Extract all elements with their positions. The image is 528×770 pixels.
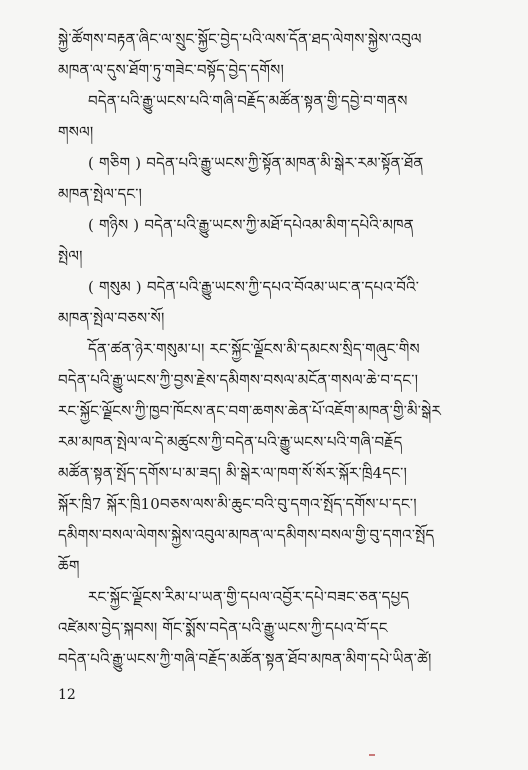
text-line: སྐོར་ཁྲི7 སྐོར་ཁྲི10བཅས་ལས་མི་ཆུང་བའི་བུ་དགའ་སྤོད་དགོས་པ་དང་། <box>58 495 417 513</box>
body-text <box>58 24 502 675</box>
text-line: སྤེལ། <box>58 247 83 265</box>
text-line: ( གཉིས ) བདེན་པའི་རྒྱུ་ཡངས་ཀྱི་མཐོ་དཔེའམ་མིག་དཔེའི་མཁན <box>88 216 414 234</box>
text-line: འཛེམས་བྱེད་སྐབས། གོང་སྨོས་བདེན་པའི་རྒྱུ་ཡངས་ཀྱི་དཔའ་བོ་དང <box>58 619 388 637</box>
text-line: མཁན་སྤེལ་དང་། <box>58 185 143 203</box>
text-line: རང་སྐྱོང་ལྗོངས་ཀྱི་ཁྱབ་ཁོངས་ནང་བག་ཆགས་ཆེན་པོ་འཇོག་མཁན་གྱི་མི་སྒེར <box>58 402 442 420</box>
ink-mark <box>369 754 375 756</box>
text-line: ( གཅིག ) བདེན་པའི་རྒྱུ་ཡངས་ཀྱི་སྟོན་མཁན་མི་སྒེར་རམ་སྟོན་ཐོན <box>88 154 424 172</box>
text-line: རམ་མཁན་སྤེལ་ལ་དེ་མཚུངས་ཀྱི་བདེན་པའི་རྒྱུ་ཡངས་པའི་གཞི་བརྗོད <box>58 433 403 451</box>
text-line: བདེན་པའི་རྒྱུ་ཡངས་ཀྱི་གཞི་བརྗོད་མཚོན་སྟན་ཐོབ་མཁན་མིག་དཔེ་ཡིན་ཚེ། <box>58 650 432 668</box>
text-line: གསལ། <box>58 123 94 141</box>
text-line: སྐྱེ་ཚོགས་བརྟན་ཞིང་ལ་སྲུང་སྐྱོང་བྱེད་པའི་ལས་དོན་ཐད་ལེགས་སྐྱེས་འབུལ <box>58 30 422 48</box>
text-line: བདེན་པའི་རྒྱུ་ཡངས་པའི་གཞི་བརྗོད་མཚོན་སྟན་གྱི་དབྱེ་བ་གནས <box>88 92 408 110</box>
page-number: 12 <box>58 687 76 703</box>
text-line: མཁན་སྤེལ་བཅས་སོ། <box>58 309 165 327</box>
text-line: མཁན་ལ་དུས་ཐོག་ཏུ་གཟེང་བསྟོད་བྱེད་དགོས། <box>58 61 285 79</box>
text-line: བདེན་པའི་རྒྱུ་ཡངས་ཀྱི་བྱས་རྗེས་དམིགས་བསལ་མངོན་གསལ་ཆེ་བ་དང་། <box>58 371 419 389</box>
text-line: མཚོན་སྟན་སྤོད་དགོས་པ་མ་ཟད། མི་སྒེར་ལ་ཁག་སོ་སོར་སྐོར་ཁྲི4དང་། <box>58 464 407 482</box>
text-line: ཆོག <box>58 557 80 575</box>
text-line: རང་སྐྱོང་ལྗོངས་རིམ་པ་ཡན་གྱི་དཔལ་འབྱོར་དཔེ་བཟང་ཅན་དཔྱད <box>88 588 410 606</box>
text-line: ( གསུམ ) བདེན་པའི་རྒྱུ་ཡངས་ཀྱི་དཔའ་བོའམ་ཡང་ན་དཔའ་བོའི་ <box>88 278 420 296</box>
article-heading-line: དོན་ཚན་ཉེར་གསུམ་པ། རང་སྐྱོང་ལྗོངས་མི་དམངས་སྲིད་གཞུང་གིས <box>88 340 420 358</box>
text-line: དམིགས་བསལ་ལེགས་སྐྱེས་འབུལ་མཁན་ལ་དམིགས་བསལ་གྱི་བུ་དགའ་སྤོད <box>58 526 435 544</box>
